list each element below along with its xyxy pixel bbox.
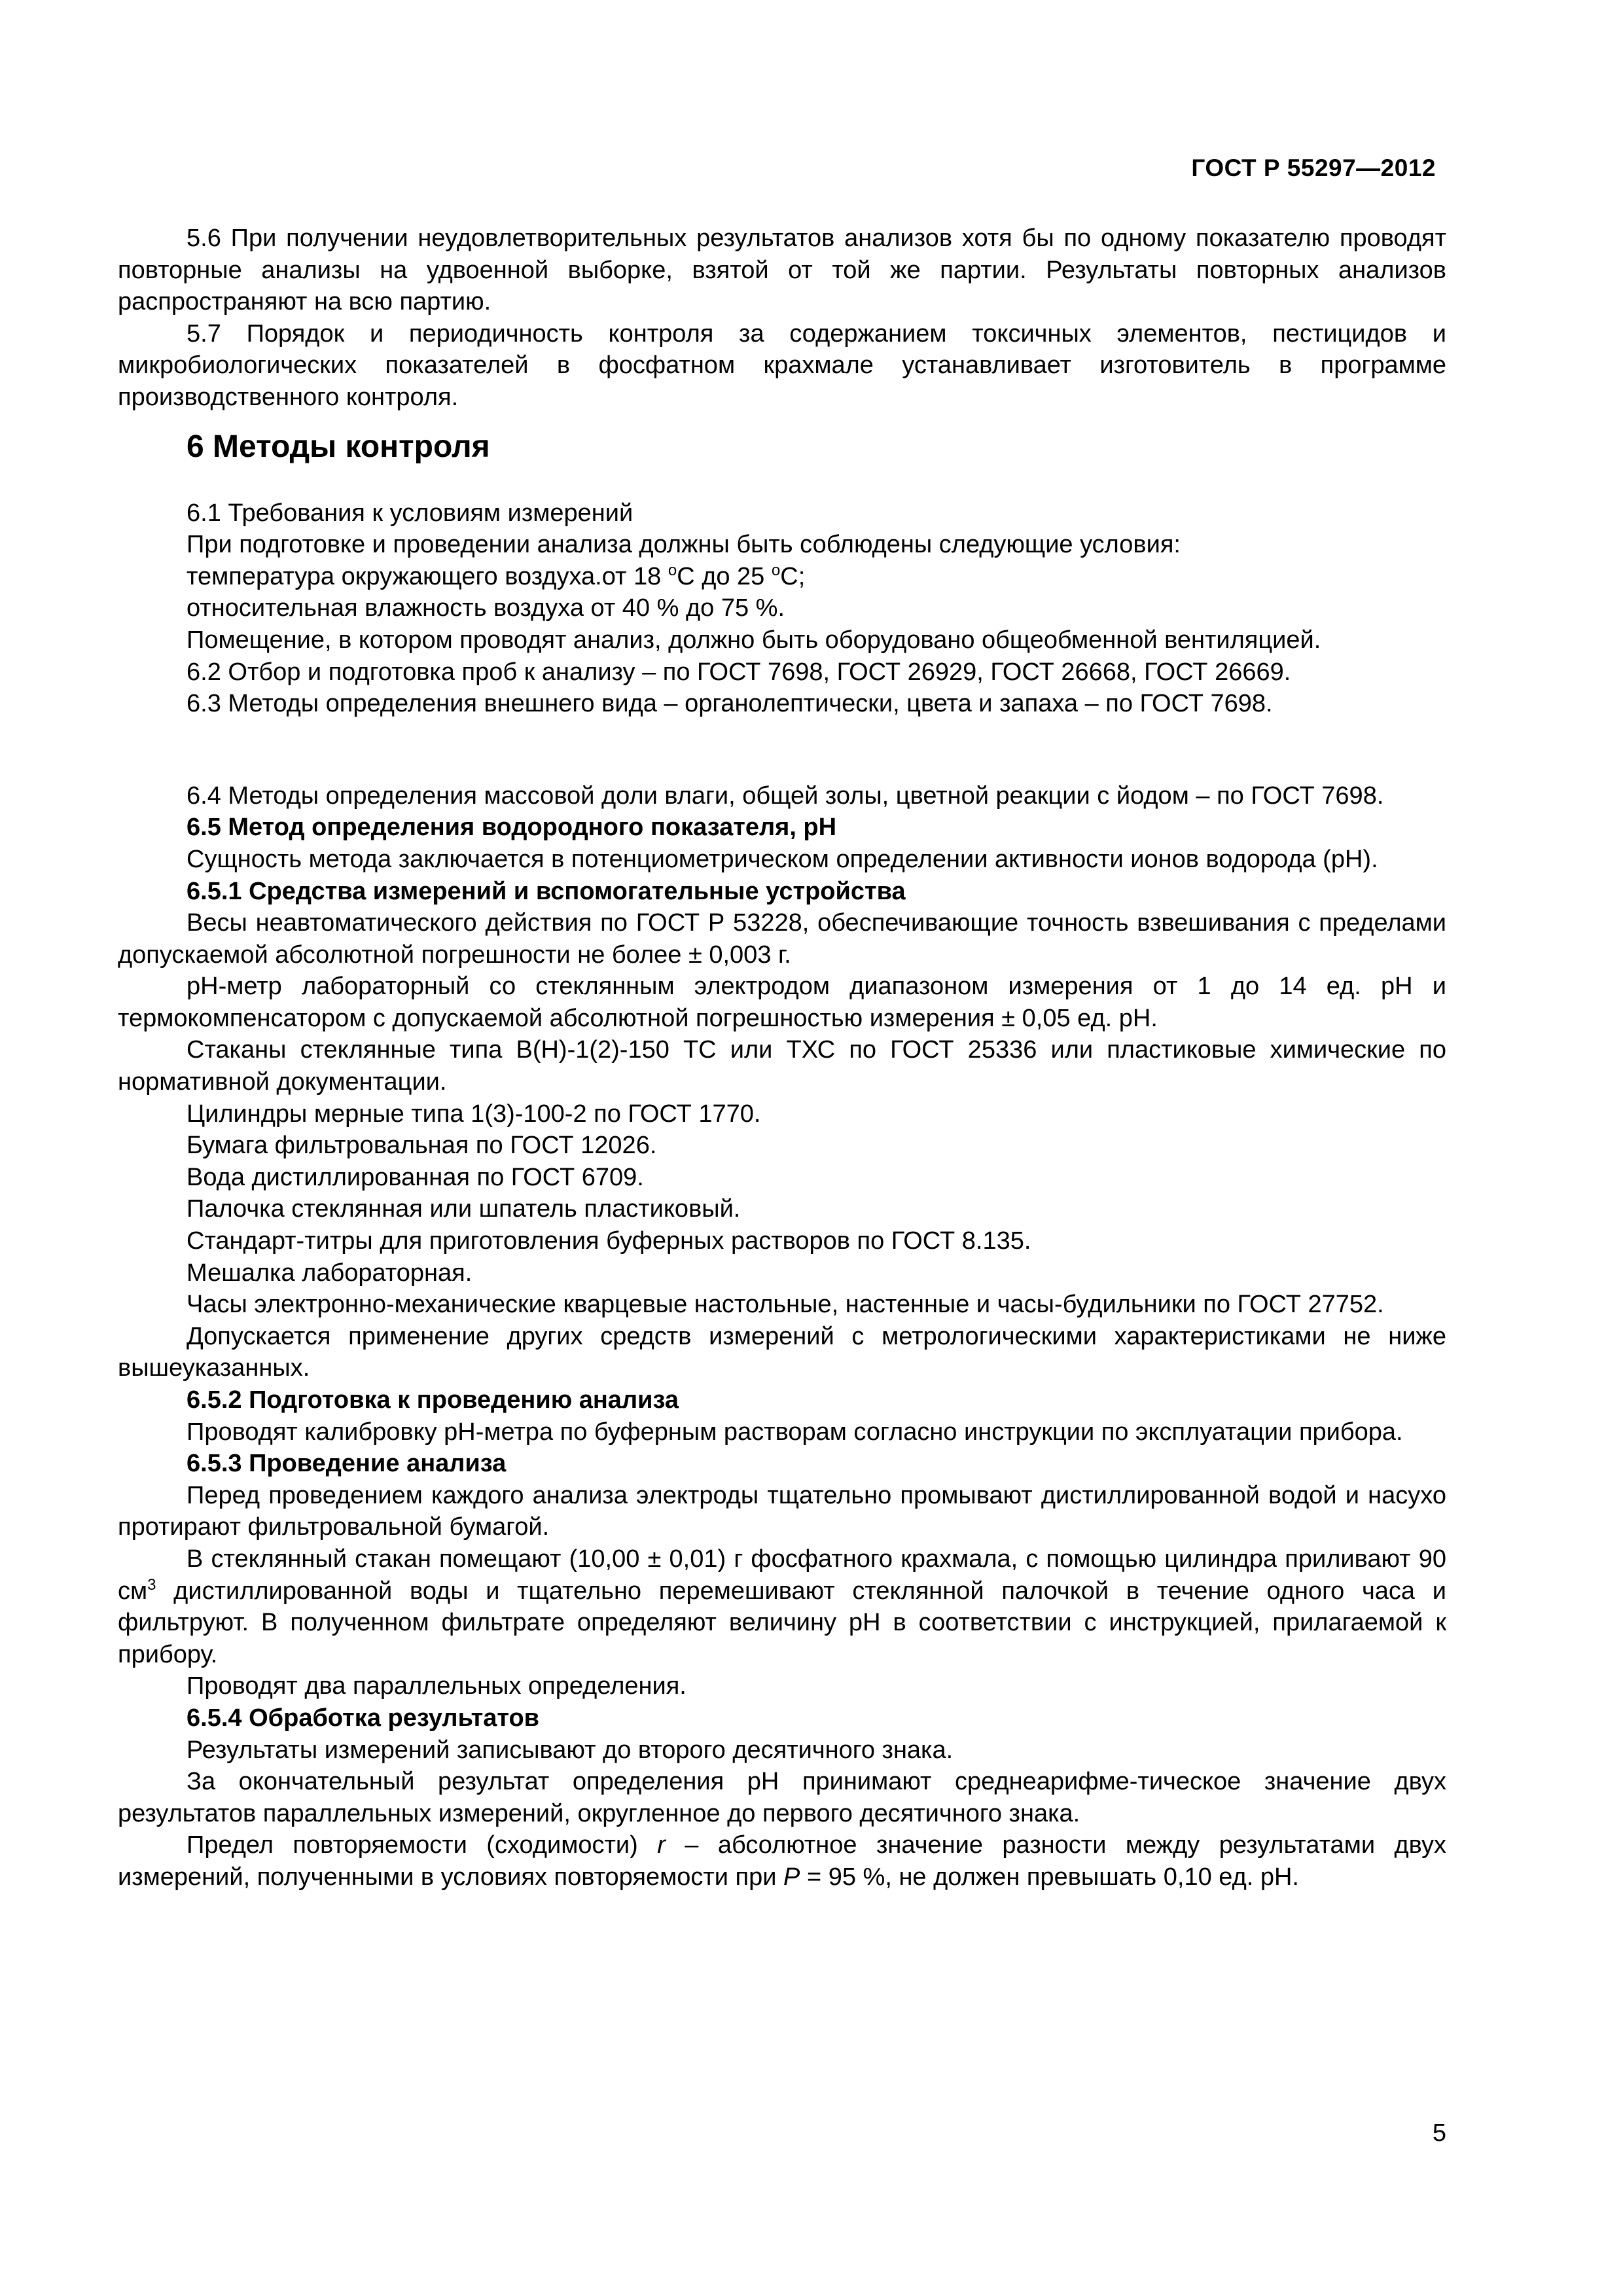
- degree-mark-1: о: [668, 561, 677, 579]
- paragraph-6-4: 6.4 Методы определения массовой доли влаги, общей золы, цветной реакции с йодом – по ГОСТ 7698.: [187, 781, 1384, 810]
- equipment-item: Бумага фильтровальная по ГОСТ 12026.: [187, 1132, 657, 1160]
- degree-mark-2: о: [771, 561, 781, 579]
- equipment-item: Стандарт-титры для приготовления буферных растворов по ГОСТ 8.135.: [187, 1227, 1031, 1255]
- equipment-item: Палочка стеклянная или шпатель пластиковый.: [187, 1195, 741, 1223]
- paragraph-6-3: 6.3 Методы определения внешнего вида – органолептически, цвета и запаха – по ГОСТ 7698.: [187, 690, 1273, 718]
- subsection-6-5-2-title: 6.5.2 Подготовка к проведению анализа: [187, 1386, 679, 1414]
- subsection-6-5-3-title: 6.5.3 Проведение анализа: [187, 1450, 507, 1478]
- equipment-item: Стаканы стеклянные типа В(Н)-1(2)-150 ТС или ТХС по ГОСТ 25336 или пластиковые химические по нормативной документации.: [118, 1036, 1446, 1096]
- paragraph-5-7: 5.7 Порядок и периодичность контроля за содержанием токсичных элементов, пестицидов и микробиологических показателей в фосфатном крахмале устанавливает изготовитель в программе производственного контроля.: [118, 319, 1446, 411]
- paragraph-text: – абсолютное значение разности между результатами двух измерений, полученными в условиях повторяемости при: [118, 1831, 1447, 1891]
- paragraph-6-5: Сущность метода заключается в потенциометрическом определении активности ионов водорода (рН).: [187, 845, 1378, 873]
- paragraph-text: = 95 %, не должен превышать 0,10 ед. рН.: [800, 1863, 1299, 1891]
- paragraph-6-5-4-c: [118, 1829, 1446, 1893]
- paragraph-6-1-intro: При подготовке и проведении анализа должны быть соблюдены следующие условия:: [187, 531, 1181, 559]
- section-title: 6 Методы контроля: [187, 429, 490, 464]
- subsection-6-5-title: 6.5 Метод определения водородного показателя, рН: [187, 814, 837, 842]
- paragraph-humidity: относительная влажность воздуха от 40 % до 75 %.: [187, 594, 785, 622]
- subsection-6-5-4-title: 6.5.4 Обработка результатов: [187, 1704, 540, 1732]
- paragraph-6-5-3-a: Перед проведением каждого анализа электроды тщательно промывают дистиллированной водой и насухо протирают фильтровальной бумагой.: [118, 1481, 1446, 1541]
- paragraph-text: Предел повторяемости (сходимости): [187, 1831, 658, 1859]
- symbol-r: r: [657, 1831, 666, 1859]
- paragraph-6-5-3-c: Проводят два параллельных определения.: [187, 1672, 687, 1700]
- equipment-item: Цилиндры мерные типа 1(3)-100-2 по ГОСТ 1770.: [187, 1100, 761, 1128]
- document-code: ГОСТ Р 55297—2012: [1191, 154, 1436, 181]
- paragraph-6-5-4-b: За окончательный результат определения рН принимают среднеарифме-тическое значение двух результатов параллельных измерений, округленное до первого десятичного знака.: [118, 1768, 1446, 1827]
- temperature-text-1: температура окружающего воздуха.от 18: [187, 562, 668, 590]
- subsection-6-5-1-title: 6.5.1 Средства измерений и вспомогательные устройства: [187, 877, 906, 905]
- paragraph-5-6: 5.6 При получении неудовлетворительных результатов анализов хотя бы по одному показателю проводят повторные анализы на удвоенной выборке, взятой от той же партии. Результаты повторных анализов распространяют на всю партию.: [118, 224, 1446, 316]
- document-body: [118, 223, 1446, 1893]
- paragraph-6-5-2: Проводят калибровку рН-метра по буферным растворам согласно инструкции по эксплуатации прибора.: [187, 1418, 1403, 1446]
- equipment-item: рН-метр лабораторный со стеклянным электродом диапазоном измерения от 1 до 14 ед. рН и термокомпенсатором с допускаемой абсолютной погрешностью измерения ± 0,05 ед. рН.: [118, 973, 1446, 1032]
- paragraph-6-5-4-a: Результаты измерений записывают до второго десятичного знака.: [187, 1736, 954, 1764]
- paragraph-temperature: [118, 561, 1446, 593]
- temperature-text-2: С до 25: [677, 562, 772, 590]
- equipment-item: Вода дистиллированная по ГОСТ 6709.: [187, 1163, 644, 1191]
- equipment-item: Допускается применение других средств измерений с метрологическими характеристиками не ниже вышеуказанных.: [118, 1322, 1446, 1382]
- paragraph-6-1-title: 6.1 Требования к условиям измерений: [187, 499, 633, 527]
- paragraph-text: дистиллированной воды и тщательно перемешивают стеклянной палочкой в течение одного часа и фильтруют. В полученном фильтрате определяют величину рН в соответствии с инструкцией, прилагаемой к прибору.: [118, 1577, 1446, 1668]
- paragraph-6-2: 6.2 Отбор и подготовка проб к анализу – по ГОСТ 7698, ГОСТ 26929, ГОСТ 26668, ГОСТ 26669.: [187, 658, 1291, 686]
- equipment-item: Часы электронно-механические кварцевые настольные, настенные и часы-будильники по ГОСТ 27752.: [187, 1291, 1384, 1319]
- equipment-item: Мешалка лабораторная.: [187, 1259, 473, 1287]
- paragraph-6-5-3-b: [118, 1543, 1446, 1670]
- page-number: 5: [1432, 2119, 1446, 2147]
- spacer: [118, 720, 1446, 780]
- symbol-p: P: [783, 1863, 800, 1891]
- paragraph-room: Помещение, в котором проводят анализ, должно быть оборудовано общеобменной вентиляцией.: [187, 626, 1321, 654]
- superscript-3: 3: [147, 1575, 156, 1594]
- equipment-item: Весы неавтоматического действия по ГОСТ Р 53228, обеспечивающие точность взвешивания с пределами допускаемой абсолютной погрешности не более ± 0,003 г.: [118, 909, 1446, 969]
- paragraph-text: В стеклянный стакан помещают (10,00 ± 0,01) г фосфатного крахмала, с помощью цилиндра приливают 90 см: [118, 1545, 1446, 1605]
- temperature-text-3: С;: [780, 562, 806, 590]
